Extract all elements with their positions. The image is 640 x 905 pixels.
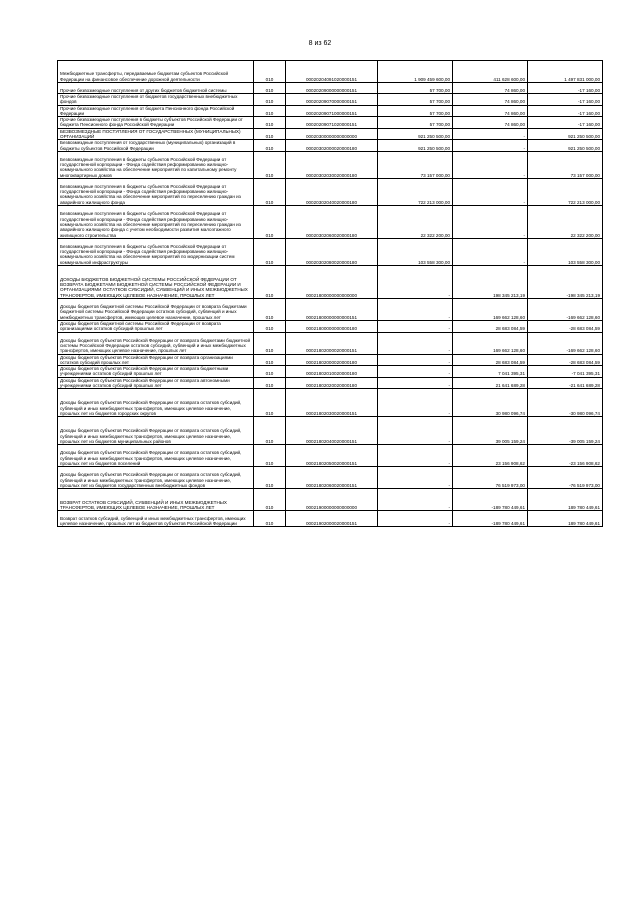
row-name-cell: Прочие безвозмездные поступления в бюджеты субъектов Российской Федерации от бюджета Пенсионного фонда Российской Федерации bbox=[58, 117, 254, 129]
row-plan-cell: - bbox=[378, 377, 453, 389]
row-kbk-cell: 00020302080020000180 bbox=[286, 238, 378, 265]
row-kbk-cell: 00020302000020000180 bbox=[286, 140, 378, 152]
row-remainder-cell: -169 662 128,60 bbox=[528, 298, 603, 320]
row-remainder-cell: -21 641 689,28 bbox=[528, 377, 603, 389]
row-name-cell: Безвозмездные поступления от государственных (муниципальных) организаций в бюджеты субъектов Российской Федерации bbox=[58, 140, 254, 152]
row-plan-cell: - bbox=[378, 489, 453, 511]
row-code-cell: 010 bbox=[254, 354, 286, 366]
row-code-cell: 010 bbox=[254, 238, 286, 265]
row-executed-cell: 7 041 395,31 bbox=[453, 366, 528, 378]
row-name-cell: Безвозмездные поступления в бюджеты субъектов Российской Федерации от государственной корпорации - Фонда содействия реформированию жилищно-коммунального хозяйства на обеспечение мероприятий по переселению граждан из аварийного жилищного фонда bbox=[58, 178, 254, 205]
row-code-cell: 010 bbox=[254, 94, 286, 106]
row-name-cell: Безвозмездные поступления в бюджеты субъектов Российской Федерации от государственной корпорации - Фонда содействия реформированию жилищно-коммунального хозяйства на обеспечение мероприятий по капитальному ремонту многоквартирных домов bbox=[58, 151, 254, 178]
row-plan-cell: - bbox=[378, 265, 453, 298]
row-remainder-cell: -17 160,00 bbox=[528, 83, 603, 94]
table-row bbox=[58, 61, 603, 83]
row-code-cell: 010 bbox=[254, 389, 286, 417]
row-kbk-cell: 00021802040020000151 bbox=[286, 417, 378, 445]
row-kbk-cell: 00021802000020000180 bbox=[286, 354, 378, 366]
row-name-cell: БЕЗВОЗМЕЗДНЫЕ ПОСТУПЛЕНИЯ ОТ ГОСУДАРСТВЕННЫХ (МУНИЦИПАЛЬНЫХ) ОРГАНИЗАЦИЙ bbox=[58, 128, 254, 140]
table-row bbox=[58, 117, 603, 129]
row-remainder-cell: 73 157 000,00 bbox=[528, 151, 603, 178]
row-plan-cell: 921 250 500,00 bbox=[378, 140, 453, 152]
row-code-cell: 010 bbox=[254, 298, 286, 320]
row-remainder-cell: -198 345 213,19 bbox=[528, 265, 603, 298]
row-plan-cell: 1 909 459 600,00 bbox=[378, 61, 453, 83]
row-executed-cell: 23 156 908,62 bbox=[453, 445, 528, 467]
row-code-cell: 010 bbox=[254, 128, 286, 140]
table-row bbox=[58, 511, 603, 527]
row-kbk-cell: 00021802020020000180 bbox=[286, 377, 378, 389]
row-name-cell: ДОХОДЫ БЮДЖЕТОВ БЮДЖЕТНОЙ СИСТЕМЫ РОССИЙСКОЙ ФЕДЕРАЦИИ ОТ ВОЗВРАТА БЮДЖЕТАМИ БЮДЖЕТНОЙ СИСТЕМЫ РОССИЙСКОЙ ФЕДЕРАЦИИ И ОРГАНИЗАЦИЯМИ ОСТАТКОВ СУБСИДИЙ, СУБВЕНЦИЙ И ИНЫХ МЕЖБЮДЖЕТНЫХ ТРАНСФЕРТОВ, ИМЕЮЩИХ ЦЕЛЕВОЕ НАЗНАЧЕНИЕ, ПРОШЛЫХ ЛЕТ bbox=[58, 265, 254, 298]
row-code-cell: 010 bbox=[254, 489, 286, 511]
row-executed-cell: 169 662 128,60 bbox=[453, 332, 528, 354]
table-row bbox=[58, 417, 603, 445]
row-name-cell: Возврат остатков субсидий, субвенций и иных межбюджетных трансфертов, имеющих целевое назначение, прошлых лет из бюджетов субъектов Российской Федерации bbox=[58, 511, 254, 527]
row-code-cell: 010 bbox=[254, 467, 286, 489]
row-executed-cell: 74 860,00 bbox=[453, 83, 528, 94]
row-remainder-cell: -23 156 908,62 bbox=[528, 445, 603, 467]
table-row bbox=[58, 467, 603, 489]
row-executed-cell: 74 860,00 bbox=[453, 94, 528, 106]
row-executed-cell: 198 345 213,19 bbox=[453, 265, 528, 298]
row-remainder-cell: -39 005 159,24 bbox=[528, 417, 603, 445]
row-remainder-cell: -17 160,00 bbox=[528, 117, 603, 129]
row-remainder-cell: -17 160,00 bbox=[528, 105, 603, 117]
row-executed-cell: - bbox=[453, 238, 528, 265]
row-plan-cell: - bbox=[378, 320, 453, 332]
row-executed-cell: - bbox=[453, 151, 528, 178]
row-name-cell: Доходы бюджетов субъектов Российской Федерации от возврата остатков субсидий, субвенций и иных межбюджетных трансфертов, имеющих целевое назначение, прошлых лет из бюджетов поселений bbox=[58, 445, 254, 467]
row-kbk-cell: 00021800000000000151 bbox=[286, 298, 378, 320]
row-plan-cell: - bbox=[378, 467, 453, 489]
row-remainder-cell: 1 497 831 000,00 bbox=[528, 61, 603, 83]
row-plan-cell: - bbox=[378, 511, 453, 527]
row-name-cell: Доходы бюджетов субъектов Российской Федерации от возврата остатков субсидий, субвенций и иных межбюджетных трансфертов, имеющих целевое назначение, прошлых лет из бюджетов городских округов bbox=[58, 389, 254, 417]
row-kbk-cell: 00020209000000000151 bbox=[286, 83, 378, 94]
row-name-cell: Доходы бюджетов субъектов Российской Федерации от возврата бюджетами бюджетной системы Российской Федерации остатков субсидий, субвенций и иных межбюджетных трансфертов, имеющих целевое назначение, прошлых лет bbox=[58, 332, 254, 354]
row-plan-cell: - bbox=[378, 389, 453, 417]
row-name-cell: Доходы бюджетов бюджетной системы Российской Федерации от возврата бюджетами бюджетной системы Российской Федерации остатков субсидий, субвенций и иных межбюджетных трансфертов, имеющих целевое назначение, прошлых лет bbox=[58, 298, 254, 320]
row-plan-cell: 921 250 500,00 bbox=[378, 128, 453, 140]
row-plan-cell: 57 700,00 bbox=[378, 94, 453, 106]
row-code-cell: 010 bbox=[254, 105, 286, 117]
row-kbk-cell: 00021800000000000000 bbox=[286, 265, 378, 298]
row-plan-cell: 57 700,00 bbox=[378, 83, 453, 94]
table-row bbox=[58, 377, 603, 389]
row-code-cell: 010 bbox=[254, 320, 286, 332]
row-kbk-cell: 00020302040020000180 bbox=[286, 178, 378, 205]
row-name-cell: Доходы бюджетов субъектов Российской Федерации от возврата остатков субсидий, субвенций и иных межбюджетных трансфертов, имеющих целевое назначение, прошлых лет из бюджетов муниципальных районов bbox=[58, 417, 254, 445]
row-name-cell: Доходы бюджетов субъектов Российской Федерации от возврата организациями остатков субсидий прошлых лет bbox=[58, 354, 254, 366]
row-name-cell: Прочие безвозмездные поступления от бюджетов государственных внебюджетных фондов bbox=[58, 94, 254, 106]
row-executed-cell: 21 641 689,28 bbox=[453, 377, 528, 389]
row-remainder-cell: -169 662 128,60 bbox=[528, 332, 603, 354]
row-kbk-cell: 00020209071000000151 bbox=[286, 105, 378, 117]
table-row bbox=[58, 445, 603, 467]
row-name-cell: Доходы бюджетов субъектов Российской Федерации от возврата остатков субсидий, субвенций и иных межбюджетных трансфертов, имеющих целевое назначение, прошлых лет из бюджетов государственных внебюджетных фондов bbox=[58, 467, 254, 489]
row-executed-cell: 74 860,00 bbox=[453, 117, 528, 129]
row-plan-cell: - bbox=[378, 332, 453, 354]
row-executed-cell: 74 860,00 bbox=[453, 105, 528, 117]
row-executed-cell: 76 519 973,00 bbox=[453, 467, 528, 489]
budget-table bbox=[57, 60, 603, 527]
row-code-cell: 010 bbox=[254, 377, 286, 389]
row-remainder-cell: -7 041 395,31 bbox=[528, 366, 603, 378]
row-kbk-cell: 00021802010020000180 bbox=[286, 366, 378, 378]
row-remainder-cell: -28 683 084,59 bbox=[528, 320, 603, 332]
row-plan-cell: 57 700,00 bbox=[378, 105, 453, 117]
row-name-cell: Прочие безвозмездные поступления от других бюджетов бюджетной системы bbox=[58, 83, 254, 94]
row-plan-cell: 22 322 200,00 bbox=[378, 205, 453, 238]
row-executed-cell: - bbox=[453, 140, 528, 152]
table-row bbox=[58, 140, 603, 152]
row-plan-cell: - bbox=[378, 417, 453, 445]
table-row bbox=[58, 298, 603, 320]
row-code-cell: 010 bbox=[254, 140, 286, 152]
row-executed-cell: 169 662 128,60 bbox=[453, 298, 528, 320]
row-remainder-cell: -30 980 096,74 bbox=[528, 389, 603, 417]
row-remainder-cell: 189 780 449,61 bbox=[528, 489, 603, 511]
row-kbk-cell: 00021802000020000151 bbox=[286, 332, 378, 354]
row-plan-cell: - bbox=[378, 354, 453, 366]
table-row bbox=[58, 389, 603, 417]
row-code-cell: 010 bbox=[254, 332, 286, 354]
page-number: 8 из 62 bbox=[308, 40, 332, 47]
row-executed-cell: - bbox=[453, 205, 528, 238]
row-kbk-cell: 00021800000000000180 bbox=[286, 320, 378, 332]
row-executed-cell: - bbox=[453, 128, 528, 140]
row-kbk-cell: 00021902000020000151 bbox=[286, 511, 378, 527]
row-code-cell: 010 bbox=[254, 61, 286, 83]
row-name-cell: Межбюджетные трансферты, передаваемые бюджетам субъектов Российской Федерации на финансовое обеспечение дорожной деятельности bbox=[58, 61, 254, 83]
row-executed-cell: 39 005 159,24 bbox=[453, 417, 528, 445]
row-remainder-cell: 103 558 300,00 bbox=[528, 238, 603, 265]
row-kbk-cell: 00021900000000000000 bbox=[286, 489, 378, 511]
table-row bbox=[58, 94, 603, 106]
row-code-cell: 010 bbox=[254, 265, 286, 298]
row-kbk-cell: 00021802060020000151 bbox=[286, 467, 378, 489]
row-remainder-cell: 22 322 200,00 bbox=[528, 205, 603, 238]
row-code-cell: 010 bbox=[254, 445, 286, 467]
row-name-cell: Доходы бюджетов бюджетной системы Российской Федерации от возврата организациями остатков субсидий прошлых лет bbox=[58, 320, 254, 332]
row-code-cell: 010 bbox=[254, 83, 286, 94]
row-code-cell: 010 bbox=[254, 117, 286, 129]
row-executed-cell: 411 628 600,00 bbox=[453, 61, 528, 83]
row-code-cell: 010 bbox=[254, 417, 286, 445]
row-name-cell: Доходы бюджетов субъектов Российской Федерации от возврата бюджетными учреждениями остатков субсидий прошлых лет bbox=[58, 366, 254, 378]
table-row bbox=[58, 128, 603, 140]
row-remainder-cell: 722 213 000,00 bbox=[528, 178, 603, 205]
row-name-cell: Доходы бюджетов субъектов Российской Федерации от возврата автономными учреждениями остатков субсидий прошлых лет bbox=[58, 377, 254, 389]
row-kbk-cell: 00020300000000000000 bbox=[286, 128, 378, 140]
row-plan-cell: 722 213 000,00 bbox=[378, 178, 453, 205]
row-plan-cell: - bbox=[378, 298, 453, 320]
row-executed-cell: 28 683 084,59 bbox=[453, 320, 528, 332]
row-executed-cell: -189 780 449,61 bbox=[453, 511, 528, 527]
table-row bbox=[58, 354, 603, 366]
row-code-cell: 010 bbox=[254, 366, 286, 378]
row-remainder-cell: -76 519 973,00 bbox=[528, 467, 603, 489]
table-row bbox=[58, 105, 603, 117]
row-kbk-cell: 00020209071020000151 bbox=[286, 117, 378, 129]
row-plan-cell: 73 157 000,00 bbox=[378, 151, 453, 178]
budget-table-body bbox=[58, 61, 603, 527]
row-kbk-cell: 00020204091020000151 bbox=[286, 61, 378, 83]
row-code-cell: 010 bbox=[254, 178, 286, 205]
table-row bbox=[58, 332, 603, 354]
row-executed-cell: 30 980 096,74 bbox=[453, 389, 528, 417]
row-kbk-cell: 00021802050020000151 bbox=[286, 445, 378, 467]
row-kbk-cell: 00020209070000000151 bbox=[286, 94, 378, 106]
row-plan-cell: - bbox=[378, 366, 453, 378]
table-row bbox=[58, 320, 603, 332]
row-executed-cell: 28 683 084,59 bbox=[453, 354, 528, 366]
row-kbk-cell: 00020302030020000180 bbox=[286, 151, 378, 178]
table-row bbox=[58, 151, 603, 178]
row-code-cell: 010 bbox=[254, 511, 286, 527]
table-row bbox=[58, 265, 603, 298]
row-remainder-cell: 189 780 449,61 bbox=[528, 511, 603, 527]
row-name-cell: Прочие безвозмездные поступления от бюджета Пенсионного фонда Российской Федерации bbox=[58, 105, 254, 117]
row-code-cell: 010 bbox=[254, 151, 286, 178]
row-remainder-cell: -28 683 084,59 bbox=[528, 354, 603, 366]
table-row bbox=[58, 238, 603, 265]
row-remainder-cell: 921 250 500,00 bbox=[528, 140, 603, 152]
row-name-cell: Безвозмездные поступления в бюджеты субъектов Российской Федерации от государственной корпорации - Фонда содействия реформированию жилищно-коммунального хозяйства на обеспечение мероприятий по модернизации систем коммунальной инфраструктуры bbox=[58, 238, 254, 265]
row-name-cell: Безвозмездные поступления в бюджеты субъектов Российской Федерации от государственной корпорации - Фонда содействия реформированию жилищно-коммунального хозяйства на обеспечение мероприятий по переселению граждан из аварийного жилищного фонда с учетом необходимости развития малоэтажного жилищного строительства bbox=[58, 205, 254, 238]
table-row bbox=[58, 489, 603, 511]
row-remainder-cell: 921 250 500,00 bbox=[528, 128, 603, 140]
row-code-cell: 010 bbox=[254, 205, 286, 238]
row-executed-cell: -189 780 449,61 bbox=[453, 489, 528, 511]
table-row bbox=[58, 366, 603, 378]
table-row bbox=[58, 178, 603, 205]
table-row bbox=[58, 205, 603, 238]
row-kbk-cell: 00021802030020000151 bbox=[286, 389, 378, 417]
row-remainder-cell: -17 160,00 bbox=[528, 94, 603, 106]
row-plan-cell: 103 558 300,00 bbox=[378, 238, 453, 265]
row-executed-cell: - bbox=[453, 178, 528, 205]
row-kbk-cell: 00020302060020000180 bbox=[286, 205, 378, 238]
row-plan-cell: - bbox=[378, 445, 453, 467]
table-row bbox=[58, 83, 603, 94]
row-plan-cell: 57 700,00 bbox=[378, 117, 453, 129]
row-name-cell: ВОЗВРАТ ОСТАТКОВ СУБСИДИЙ, СУБВЕНЦИЙ И ИНЫХ МЕЖБЮДЖЕТНЫХ ТРАНСФЕРТОВ, ИМЕЮЩИХ ЦЕЛЕВОЕ НАЗНАЧЕНИЕ, ПРОШЛЫХ ЛЕТ bbox=[58, 489, 254, 511]
